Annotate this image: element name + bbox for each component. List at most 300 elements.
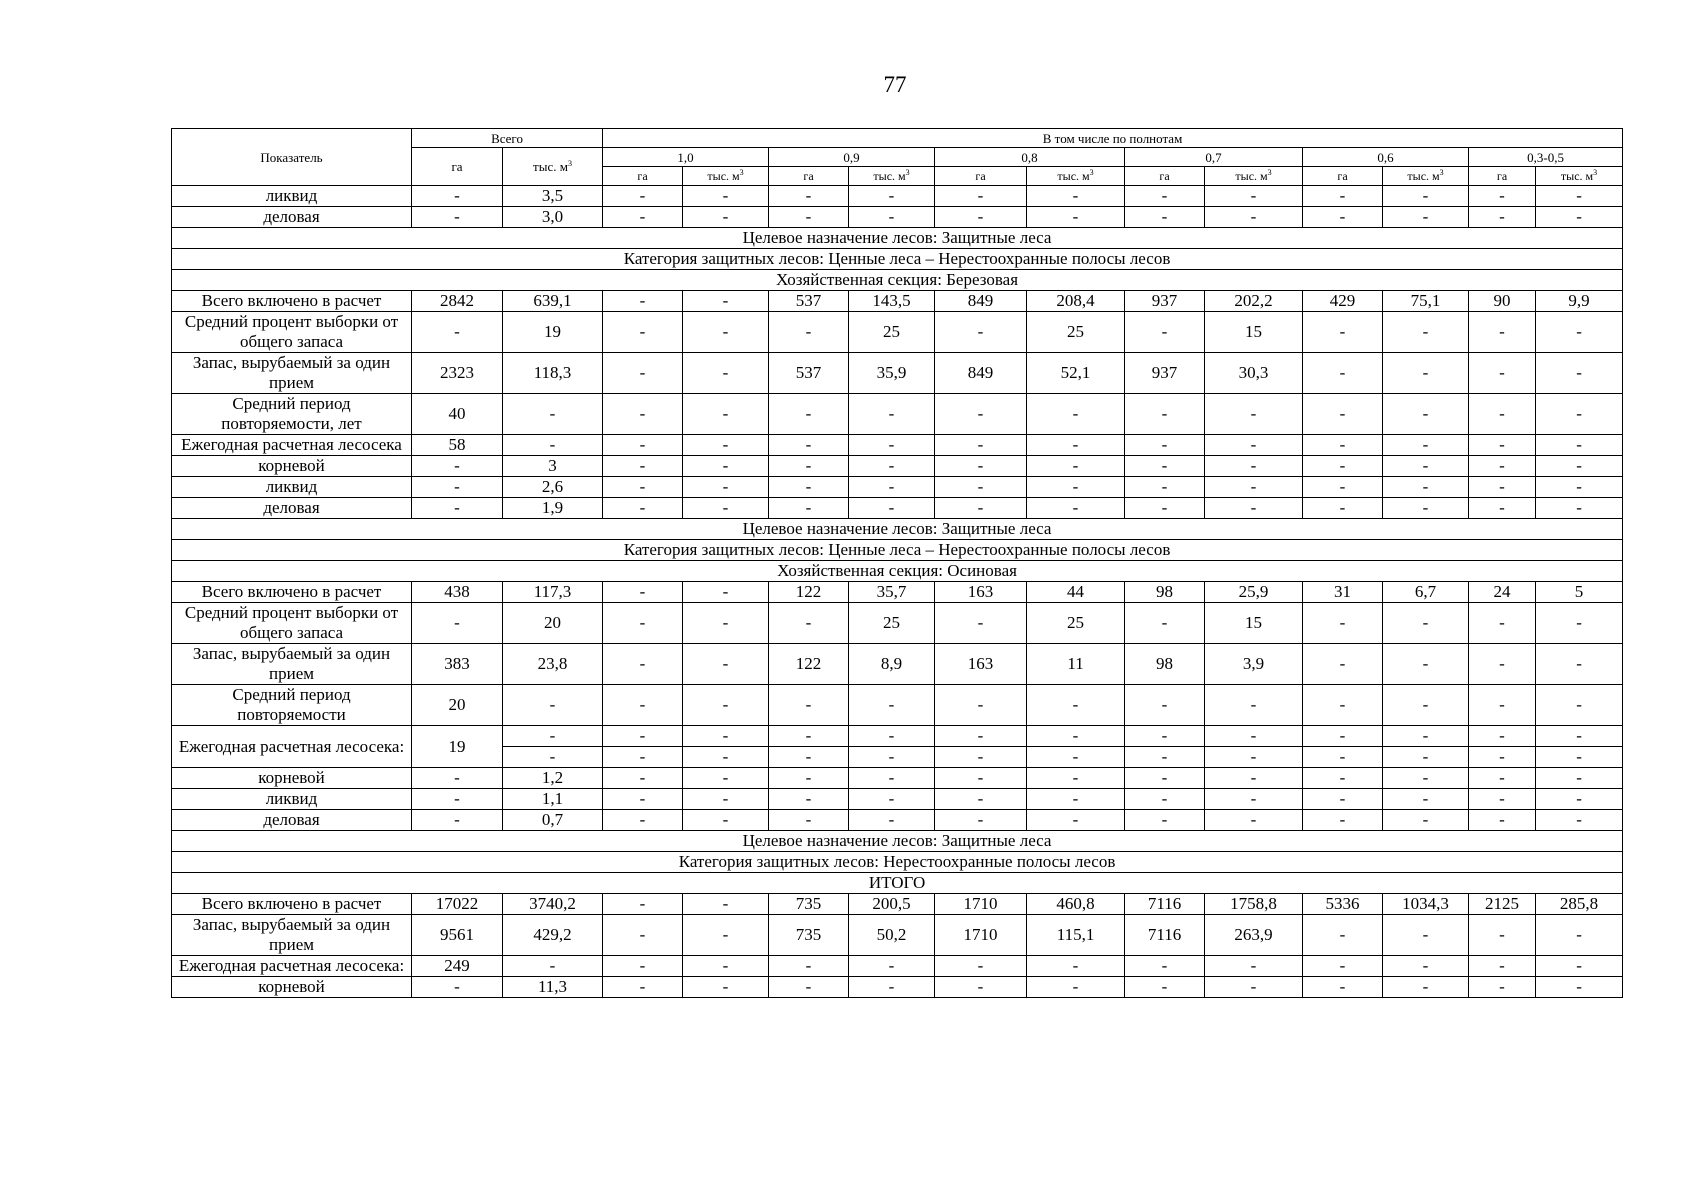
table-cell: 25 — [849, 312, 935, 353]
table-cell: 1034,3 — [1383, 894, 1469, 915]
table-cell: 1,9 — [503, 498, 603, 519]
table-cell: 5336 — [1303, 894, 1383, 915]
table-cell: 115,1 — [1027, 915, 1125, 956]
table-cell: - — [1536, 498, 1623, 519]
table-cell: - — [1469, 977, 1536, 998]
table-cell: - — [849, 726, 935, 747]
table-cell: - — [683, 186, 769, 207]
table-cell: - — [1027, 810, 1125, 831]
table-cell: 3,9 — [1205, 644, 1303, 685]
table-cell: 2842 — [412, 291, 503, 312]
table-cell: 15 — [1205, 312, 1303, 353]
table-cell: - — [683, 768, 769, 789]
table-cell: - — [1469, 498, 1536, 519]
table-cell: - — [603, 810, 683, 831]
table-cell: 5 — [1536, 582, 1623, 603]
table-cell: - — [1536, 644, 1623, 685]
table-cell: 7116 — [1125, 915, 1205, 956]
table-cell: - — [769, 312, 849, 353]
table-cell: - — [603, 353, 683, 394]
table-cell: 3740,2 — [503, 894, 603, 915]
table-cell: - — [683, 435, 769, 456]
table-cell: - — [1383, 353, 1469, 394]
table-cell: 117,3 — [503, 582, 603, 603]
table-cell: - — [1303, 789, 1383, 810]
table-cell: - — [1383, 685, 1469, 726]
table-cell: - — [1125, 685, 1205, 726]
table-cell: 937 — [1125, 291, 1205, 312]
table-cell: 735 — [769, 915, 849, 956]
table-cell: 58 — [412, 435, 503, 456]
table-cell: - — [1536, 768, 1623, 789]
table-row — [172, 603, 1623, 644]
table-cell: - — [1383, 789, 1469, 810]
table-cell: - — [603, 915, 683, 956]
total-header: Всего — [412, 129, 603, 148]
table-cell: - — [849, 685, 935, 726]
table-cell: - — [683, 498, 769, 519]
table-cell: - — [1125, 394, 1205, 435]
table-cell: - — [1536, 789, 1623, 810]
table-row — [172, 685, 1623, 726]
table-cell: - — [1303, 207, 1383, 228]
density-header: 0,9 — [769, 148, 935, 167]
section-row — [172, 519, 1623, 540]
table-cell: 537 — [769, 353, 849, 394]
table-cell: 11 — [1027, 644, 1125, 685]
table-cell: - — [1469, 603, 1536, 644]
table-cell: - — [1383, 186, 1469, 207]
table-cell: 31 — [1303, 582, 1383, 603]
table-cell: 30,3 — [1205, 353, 1303, 394]
table-cell: 143,5 — [849, 291, 935, 312]
table-cell: - — [769, 956, 849, 977]
table-cell: - — [683, 956, 769, 977]
table-cell: 19 — [412, 726, 503, 768]
section-label: ИТОГО — [172, 873, 1623, 894]
table-cell: 98 — [1125, 644, 1205, 685]
table-cell: - — [1383, 498, 1469, 519]
table-row — [172, 582, 1623, 603]
table-cell: - — [683, 977, 769, 998]
table-row — [172, 810, 1623, 831]
row-label: деловая — [172, 498, 412, 519]
table-cell: - — [1469, 747, 1536, 768]
table-cell: - — [412, 789, 503, 810]
unit-vol-header: тыс. $м^3$ — [1536, 167, 1623, 186]
table-cell: - — [769, 789, 849, 810]
density-header: 0,8 — [935, 148, 1125, 167]
table-cell: - — [1383, 435, 1469, 456]
table-cell: - — [1536, 685, 1623, 726]
table-cell: - — [1536, 394, 1623, 435]
table-cell: - — [769, 603, 849, 644]
table-row — [172, 977, 1623, 998]
table-cell: - — [683, 394, 769, 435]
table-cell: - — [1027, 207, 1125, 228]
table-cell: - — [849, 768, 935, 789]
table-cell: - — [1383, 726, 1469, 747]
density-header: 0,3-0,5 — [1469, 148, 1623, 167]
table-cell: 7116 — [1125, 894, 1205, 915]
table-cell: - — [1027, 768, 1125, 789]
table-row — [172, 186, 1623, 207]
table-cell: 9,9 — [1536, 291, 1623, 312]
table-cell: - — [769, 747, 849, 768]
table-cell: - — [1303, 498, 1383, 519]
table-row — [172, 915, 1623, 956]
table-cell: 25 — [849, 603, 935, 644]
table-cell: - — [1536, 977, 1623, 998]
unit-vol-header: тыс. $м^3$ — [1205, 167, 1303, 186]
table-cell: - — [849, 810, 935, 831]
table-cell: - — [1027, 435, 1125, 456]
table-cell: 249 — [412, 956, 503, 977]
table-cell: - — [1205, 768, 1303, 789]
table-cell: - — [1536, 810, 1623, 831]
table-cell: - — [1125, 603, 1205, 644]
table-cell: - — [1027, 477, 1125, 498]
section-row — [172, 873, 1623, 894]
table-cell: - — [769, 394, 849, 435]
table-cell: - — [849, 456, 935, 477]
table-cell: - — [1205, 435, 1303, 456]
table-cell: - — [1205, 685, 1303, 726]
table-cell: 19 — [503, 312, 603, 353]
table-cell: - — [935, 789, 1027, 810]
cutting-volume-table — [171, 128, 1623, 998]
table-cell: - — [1303, 644, 1383, 685]
table-cell: - — [603, 498, 683, 519]
table-cell: - — [683, 456, 769, 477]
table-cell: - — [1383, 977, 1469, 998]
unit-vol-header: тыс. $м^3$ — [849, 167, 935, 186]
table-cell: - — [935, 768, 1027, 789]
table-cell: - — [1383, 207, 1469, 228]
table-cell: - — [683, 915, 769, 956]
table-cell: 163 — [935, 644, 1027, 685]
table-cell: 9561 — [412, 915, 503, 956]
table-cell: 122 — [769, 582, 849, 603]
table-cell: - — [1383, 768, 1469, 789]
table-cell: - — [1469, 435, 1536, 456]
table-cell: - — [1383, 477, 1469, 498]
table-cell: - — [1125, 498, 1205, 519]
table-cell: 75,1 — [1383, 291, 1469, 312]
table-cell: 25 — [1027, 603, 1125, 644]
table-cell: - — [1125, 956, 1205, 977]
table-cell: - — [1303, 456, 1383, 477]
table-cell: - — [1027, 394, 1125, 435]
table-cell: - — [1303, 747, 1383, 768]
table-cell: 122 — [769, 644, 849, 685]
table-cell: - — [412, 498, 503, 519]
table-cell: - — [683, 894, 769, 915]
table-cell: - — [1469, 789, 1536, 810]
table-cell: - — [1205, 394, 1303, 435]
table-cell: - — [849, 186, 935, 207]
table-row — [172, 498, 1623, 519]
row-label: Всего включено в расчет — [172, 894, 412, 915]
table-cell: - — [683, 291, 769, 312]
table-cell: - — [683, 747, 769, 768]
unit-ha-header: га — [769, 167, 849, 186]
unit-vol-header: тыс. $м^3$ — [1027, 167, 1125, 186]
table-cell: - — [769, 768, 849, 789]
table-cell: - — [1303, 186, 1383, 207]
density-header: 0,7 — [1125, 148, 1303, 167]
table-row — [172, 726, 1623, 747]
table-cell: - — [412, 186, 503, 207]
table-cell: - — [603, 768, 683, 789]
table-cell: - — [1027, 789, 1125, 810]
table-cell: - — [935, 477, 1027, 498]
table-cell: - — [1125, 768, 1205, 789]
table-cell: - — [1303, 477, 1383, 498]
table-cell: 460,8 — [1027, 894, 1125, 915]
table-cell: - — [503, 685, 603, 726]
table-cell: - — [1027, 726, 1125, 747]
table-cell: - — [849, 956, 935, 977]
table-cell: - — [1205, 498, 1303, 519]
section-row — [172, 540, 1623, 561]
table-cell: 15 — [1205, 603, 1303, 644]
table-cell: - — [503, 726, 603, 747]
table-cell: - — [769, 186, 849, 207]
table-cell: - — [412, 456, 503, 477]
table-cell: - — [1383, 956, 1469, 977]
row-label: корневой — [172, 456, 412, 477]
table-cell: - — [603, 894, 683, 915]
table-row — [172, 768, 1623, 789]
table-cell: - — [412, 768, 503, 789]
table-cell: - — [1469, 207, 1536, 228]
table-cell: - — [683, 810, 769, 831]
table-cell: - — [935, 394, 1027, 435]
table-cell: - — [1536, 186, 1623, 207]
table-cell: 35,9 — [849, 353, 935, 394]
table-cell: - — [1125, 747, 1205, 768]
table-cell: - — [1205, 789, 1303, 810]
table-cell: 35,7 — [849, 582, 935, 603]
row-label: корневой — [172, 977, 412, 998]
table-cell: - — [1027, 498, 1125, 519]
table-cell: 849 — [935, 353, 1027, 394]
density-header: 0,6 — [1303, 148, 1469, 167]
section-label: Категория защитных лесов: Нерестоохранные полосы лесов — [172, 852, 1623, 873]
table-cell: - — [1303, 956, 1383, 977]
table-cell: - — [412, 810, 503, 831]
table-cell: - — [769, 685, 849, 726]
table-header — [172, 129, 1623, 186]
table-cell: - — [769, 477, 849, 498]
table-cell: - — [935, 726, 1027, 747]
table-cell: - — [1469, 644, 1536, 685]
table-cell: - — [1536, 312, 1623, 353]
table-cell: - — [1027, 456, 1125, 477]
table-cell: 90 — [1469, 291, 1536, 312]
table-cell: - — [1303, 810, 1383, 831]
table-cell: - — [412, 477, 503, 498]
table-cell: - — [1027, 977, 1125, 998]
table-cell: - — [935, 207, 1027, 228]
table-cell: 2323 — [412, 353, 503, 394]
row-label: корневой — [172, 768, 412, 789]
table-cell: - — [603, 456, 683, 477]
table-cell: 383 — [412, 644, 503, 685]
unit-vol-header: тыс. $м^3$ — [683, 167, 769, 186]
table-cell: - — [1469, 915, 1536, 956]
table-cell: - — [1536, 747, 1623, 768]
table-cell: 639,1 — [503, 291, 603, 312]
section-row — [172, 831, 1623, 852]
row-label: Ежегодная расчетная лесосека: — [172, 956, 412, 977]
table-row — [172, 291, 1623, 312]
total-vol-header: тыс. $м^3$ — [503, 148, 603, 186]
table-cell: - — [1303, 726, 1383, 747]
table-cell: - — [1469, 353, 1536, 394]
table-cell: - — [1125, 186, 1205, 207]
table-cell: 6,7 — [1383, 582, 1469, 603]
table-cell: - — [603, 207, 683, 228]
table-cell: - — [935, 810, 1027, 831]
table-cell: - — [769, 810, 849, 831]
table-cell: - — [1469, 685, 1536, 726]
table-cell: - — [1383, 810, 1469, 831]
table-cell: - — [603, 644, 683, 685]
table-cell: 2,6 — [503, 477, 603, 498]
table-cell: - — [1536, 456, 1623, 477]
table-row — [172, 207, 1623, 228]
table-cell: - — [1383, 915, 1469, 956]
table-cell: - — [1383, 747, 1469, 768]
table-cell: - — [769, 456, 849, 477]
section-label: Целевое назначение лесов: Защитные леса — [172, 831, 1623, 852]
table-cell: 1,2 — [503, 768, 603, 789]
table-cell: - — [935, 435, 1027, 456]
table-cell: - — [1205, 747, 1303, 768]
table-cell: - — [503, 435, 603, 456]
table-cell: 285,8 — [1536, 894, 1623, 915]
total-ha-header: га — [412, 148, 503, 186]
row-label: Средний период повторяемости, лет — [172, 394, 412, 435]
table-cell: 735 — [769, 894, 849, 915]
unit-ha-header: га — [1125, 167, 1205, 186]
table-cell: - — [603, 582, 683, 603]
table-cell: - — [1536, 435, 1623, 456]
table-row — [172, 894, 1623, 915]
table-cell: 17022 — [412, 894, 503, 915]
table-cell: - — [1469, 186, 1536, 207]
table-cell: 429,2 — [503, 915, 603, 956]
table-cell: - — [849, 977, 935, 998]
table-row — [172, 435, 1623, 456]
section-label: Хозяйственная секция: Осиновая — [172, 561, 1623, 582]
table-cell: 163 — [935, 582, 1027, 603]
table-cell: - — [603, 789, 683, 810]
table-cell: - — [769, 207, 849, 228]
section-label: Хозяйственная секция: Березовая — [172, 270, 1623, 291]
table-cell: - — [1303, 977, 1383, 998]
row-label: деловая — [172, 810, 412, 831]
table-cell: - — [1027, 956, 1125, 977]
table-cell: - — [935, 977, 1027, 998]
row-label: деловая — [172, 207, 412, 228]
table-cell: - — [1205, 477, 1303, 498]
table-cell: 438 — [412, 582, 503, 603]
table-cell: - — [1383, 644, 1469, 685]
unit-ha-header: га — [1303, 167, 1383, 186]
table-cell: - — [1125, 456, 1205, 477]
table-cell: 0,7 — [503, 810, 603, 831]
table-cell: - — [1469, 768, 1536, 789]
by-density-header: В том числе по полнотам — [603, 129, 1623, 148]
row-label: ликвид — [172, 186, 412, 207]
table-cell: - — [603, 603, 683, 644]
table-cell: - — [683, 353, 769, 394]
table-cell: 20 — [412, 685, 503, 726]
row-label: ликвид — [172, 789, 412, 810]
table-cell: - — [1469, 726, 1536, 747]
table-cell: 537 — [769, 291, 849, 312]
table-cell: - — [1536, 477, 1623, 498]
table-cell: - — [603, 747, 683, 768]
table-cell: - — [1303, 353, 1383, 394]
table-cell: - — [603, 477, 683, 498]
table-cell: - — [935, 685, 1027, 726]
unit-ha-header: га — [1469, 167, 1536, 186]
table-row — [172, 644, 1623, 685]
table-cell: - — [1125, 435, 1205, 456]
section-label: Целевое назначение лесов: Защитные леса — [172, 228, 1623, 249]
table-cell: 1,1 — [503, 789, 603, 810]
table-cell: - — [849, 477, 935, 498]
table-cell: - — [603, 685, 683, 726]
table-cell: - — [1469, 956, 1536, 977]
table-cell: 40 — [412, 394, 503, 435]
table-cell: - — [1027, 186, 1125, 207]
section-row — [172, 852, 1623, 873]
table-cell: - — [1536, 603, 1623, 644]
table-cell: 3,5 — [503, 186, 603, 207]
row-label: Всего включено в расчет — [172, 291, 412, 312]
table-cell: - — [1125, 789, 1205, 810]
table-cell: - — [769, 435, 849, 456]
table-cell: 429 — [1303, 291, 1383, 312]
table-cell: - — [412, 603, 503, 644]
table-cell: 11,3 — [503, 977, 603, 998]
table-cell: 24 — [1469, 582, 1536, 603]
table-body — [172, 186, 1623, 998]
section-row — [172, 249, 1623, 270]
table-cell: - — [683, 207, 769, 228]
table-cell: - — [412, 312, 503, 353]
table-cell: - — [603, 726, 683, 747]
table-cell: 2125 — [1469, 894, 1536, 915]
table-cell: - — [1205, 810, 1303, 831]
table-cell: - — [1536, 915, 1623, 956]
table-cell: - — [1205, 456, 1303, 477]
table-cell: - — [683, 582, 769, 603]
table-cell: - — [1205, 977, 1303, 998]
table-cell: - — [1469, 394, 1536, 435]
section-row — [172, 561, 1623, 582]
table-cell: - — [503, 394, 603, 435]
row-label: Ежегодная расчетная лесосека — [172, 435, 412, 456]
row-label: ликвид — [172, 477, 412, 498]
table-cell: - — [683, 312, 769, 353]
indicator-header: Показатель — [172, 129, 412, 186]
